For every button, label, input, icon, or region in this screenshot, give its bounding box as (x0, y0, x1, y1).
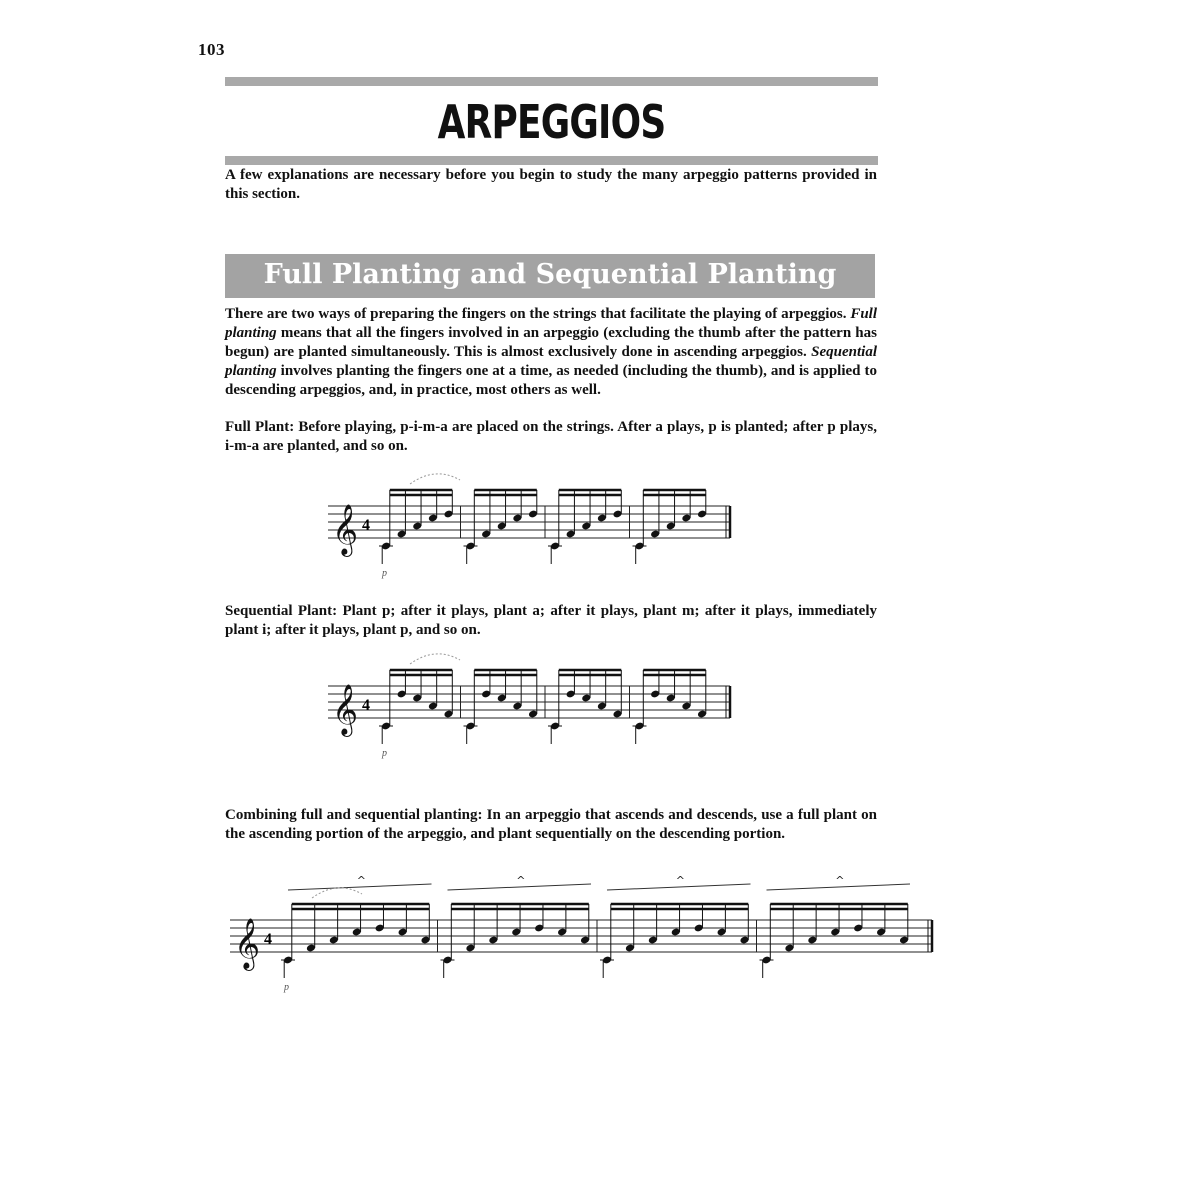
sequential-plant-paragraph: Sequential Plant: Plant p; after it plays, plant a; after it plays, plant m; after it plays, immediately plant i; after it plays, plant p, and so on. (225, 603, 877, 638)
planting-slur (410, 654, 460, 664)
p1-text-b: means that all the fingers involved in an arpeggio (excluding the thumb after the pattern has begun) are planted simultaneously. This is almost exclusively done in ascending arpeggios. (225, 325, 877, 360)
treble-clef: 𝄞 (332, 504, 359, 555)
sequential-planting-term: Sequential planting (225, 344, 877, 379)
finger-label-p: p (284, 982, 289, 993)
score-full-plant (320, 470, 740, 580)
time-signature: 4 (362, 697, 370, 714)
title-rule-top (225, 77, 878, 86)
time-signature: 4 (362, 517, 370, 534)
treble-clef: 𝄞 (332, 684, 359, 735)
planting-paragraph (225, 305, 877, 400)
time-signature: 4 (264, 931, 272, 948)
title-rule-bottom (225, 156, 878, 165)
section-heading: Full Planting and Sequential Planting (263, 259, 837, 290)
planting-slur (312, 888, 362, 898)
staff-full-plant (320, 470, 740, 580)
combining-paragraph: Combining full and sequential planting: In an arpeggio that ascends and descends, use a full plant on the ascending portion of the arpeggio, and plant sequentially on the descending portion. (225, 807, 877, 842)
treble-clef: 𝄞 (234, 918, 261, 969)
p1-text-c: involves planting the fingers one at a time, as needed (including the thumb), and is applied to descending arpeggios, and, in practice, most others as well. (225, 363, 877, 398)
score-sequential-plant (320, 650, 740, 770)
accent-mark: ^ (675, 874, 685, 887)
section-heading-banner (225, 254, 875, 298)
full-planting-term: Full planting (225, 306, 877, 341)
p1-text-a: There are two ways of preparing the fingers on the strings that facilitate the playing of arpeggios. (225, 306, 851, 322)
accent-mark: ^ (835, 874, 845, 887)
staff-combined-plant (222, 870, 942, 1000)
page-title: ARPEGGIOS (437, 95, 666, 149)
staff-sequential-plant (320, 650, 740, 770)
intro-paragraph: A few explanations are necessary before you begin to study the many arpeggio patterns provided in this section. (225, 167, 877, 202)
accent-mark: ^ (356, 874, 366, 887)
title-band (225, 77, 878, 165)
accent-mark: ^ (516, 874, 526, 887)
planting-slur (410, 474, 460, 484)
finger-label-p: p (382, 748, 387, 759)
page-number: 103 (198, 40, 225, 59)
score-combined-plant (222, 870, 942, 1000)
full-plant-paragraph: Full Plant: Before playing, p-i-m-a are placed on the strings. After a plays, p is planted; after p plays, i-m-a are planted, and so on. (225, 419, 877, 454)
finger-label-p: p (382, 568, 387, 579)
